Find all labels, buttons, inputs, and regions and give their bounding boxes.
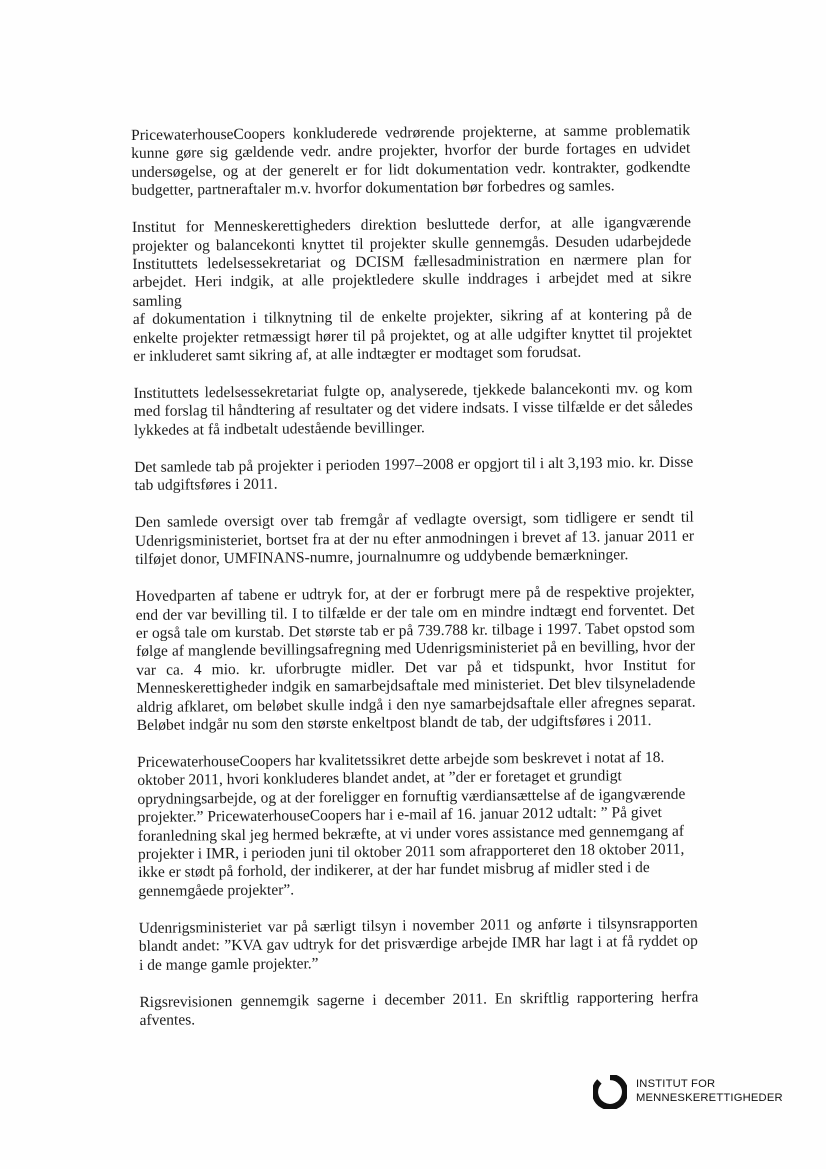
- paragraph-line: Det samlede tab på projekter i perioden 1997–2008 er opgjort til i alt 3,193 mio. kr. Disse: [134, 453, 694, 476]
- paragraph-line: projekter i IMR, i perioden juni til oktober 2011 som afrapporteret den 18 oktober 2011,: [137, 840, 685, 863]
- paragraph-line: gennemgåede projekter”.: [138, 881, 295, 900]
- paragraph-line: Instituttets ledelsessekretariat og DCISM fællesadministration en nærmere plan for: [132, 250, 692, 274]
- logo-wordmark: [636, 1078, 783, 1105]
- body-paragraph: [134, 453, 693, 495]
- logo-line-1: INSTITUT FOR: [636, 1078, 716, 1090]
- paragraph-line: arbejdet. Heri indgik, at alle projektledere skulle inddrages i arbejdet med at sikre samling: [132, 269, 692, 310]
- paragraph-line: afventes.: [139, 1011, 196, 1029]
- paragraph-line: budgetter, partneraftaler m.v. hvorfor dokumentation bør forbedres og samles.: [131, 177, 615, 200]
- institute-logo: [593, 1075, 793, 1115]
- paragraph-line: tab udgiftsføres i 2011.: [134, 475, 278, 495]
- paragraph-line: Instituttets ledelsessekretariat fulgte op, analyserede, tjekkede balancekonti mv. og kom: [133, 379, 693, 403]
- paragraph-line: foranledning skal jeg hermed bekræfte, at vi under vores assistance med gennemgang af: [137, 822, 685, 845]
- paragraph-line: Institut for Menneskerettigheders direktion besluttede derfor, at alle igangværende: [131, 213, 692, 237]
- body-paragraph: [139, 914, 699, 975]
- paragraph-line: er inkluderet samt sikring af, at alle indtægter er modtaget som forudsat.: [133, 343, 582, 366]
- paragraph-line: blandt andet: ”KVA gav udtryk for det prisværdige arbejde IMR har lagt i at få ryddet op: [138, 932, 698, 956]
- body-paragraph: [133, 380, 693, 441]
- paragraph-line: Rigsrevisionen gennemgik sagerne i december 2011. En skriftlig rapportering herfra: [139, 988, 699, 1011]
- paragraph-line: af dokumentation i tilknytning til de enkelte projekter, sikring af at kontering på de: [132, 305, 692, 329]
- paragraph-line: Beløbet indgår nu som den største enkeltpost blandt de tab, der udgiftsføres i 2011.: [136, 711, 652, 734]
- paragraph-line: undersøgelse, og at der generelt er for lidt dokumentation vedr. kontrakter, godkendte: [131, 158, 691, 181]
- body-paragraph: [135, 509, 695, 570]
- paragraph-line: tilføjet donor, UMFINANS-numre, journalnumre og uddybende bemærkninger.: [135, 546, 629, 569]
- paragraph-line: projekter og balancekonti knyttet til projekter skulle gennemgås. Desuden udarbejdede: [132, 232, 692, 255]
- body-paragraph: [135, 583, 695, 736]
- body-paragraph: [139, 988, 698, 1030]
- paragraph-line: Udenrigsministeriet, bortset fra at der nu efter anmodningen i brevet af 13. januar 2011 er: [134, 527, 695, 550]
- logo-line-2: MENNESKERETTIGHEDER: [636, 1091, 783, 1104]
- paragraph-line: i de mange gamle projekter.”: [138, 954, 319, 974]
- paragraph-line: enkelte projekter retmæssigt hører til på projektet, og at alle udgifter knyttet til projektet: [132, 324, 693, 347]
- paragraph-line: end der var bevilling til. I to tilfælde er der tale om en mindre indtægt end forventet. Det: [135, 601, 695, 624]
- paragraph-line: oktober 2011, hvori konkluderes blandet andet, at ”der er foretaget et grundigt: [137, 767, 622, 790]
- paragraph-line: kunne gøre sig gældende vedr. andre projekter, hvorfor der burde fortages en udvidet: [131, 140, 691, 163]
- paragraph-line: lykkedes at få indbetalt udestående bevillinger.: [133, 419, 425, 439]
- letter-body: [131, 122, 699, 1049]
- paragraph-line: PricewaterhouseCoopers har kvalitetssikret dette arbejde som beskrevet i notat af 18.: [137, 748, 665, 771]
- body-paragraph: [131, 122, 691, 201]
- paragraph-line: aldrig afklaret, om beløbet skulle indgå i den nye samarbejdsaftale eller afregnes separat.: [136, 693, 696, 716]
- paragraph-line: er også tale om kurstab. Det største tab er på 739.788 kr. tilbage i 1997. Tabet opstod som: [135, 619, 695, 642]
- paragraph-line: var ca. 4 mio. kr. uforbrugte midler. Det var på et tidspunkt, hvor Institut for: [136, 656, 696, 679]
- institute-ring-icon: [593, 1075, 627, 1109]
- paragraph-line: Menneskerettigheder indgik en samarbejdsaftale med ministeriet. Det blev tilsyneladende: [136, 674, 696, 698]
- paragraph-line: projekter.” PricewaterhouseCoopers har i e-mail af 16. januar 2012 udtalt: ” På givet: [137, 804, 662, 827]
- paragraph-line: følge af manglende bevillingsafregning med Udenrigsministeriet på en bevilling, hvor der: [135, 637, 696, 661]
- paragraph-line: Udenrigsministeriet var på særligt tilsyn i november 2011 og anførte i tilsynsrapporten: [138, 914, 698, 937]
- paragraph-line: Den samlede oversigt over tab fremgår af vedlagte oversigt, som tidligere er sendt til: [134, 508, 694, 532]
- paragraph-line: oprydningsarbejde, og at der foreligger en fornuftig værdiansættelse af de igangværende: [137, 785, 686, 808]
- paragraph-line: PricewaterhouseCoopers konkluderede vedrørende projekterne, at samme problematik: [131, 121, 691, 144]
- body-paragraph: [132, 214, 692, 367]
- paragraph-line: ikke er stødt på forhold, der indikerer, at der har fundet misbrug af midler sted i de: [138, 859, 650, 882]
- body-paragraph: [137, 749, 697, 902]
- paragraph-line: med forslag til håndtering af resultater og det videre indsats. I visse tilfælde er det således: [133, 398, 693, 421]
- paragraph-line: Hovedparten af tabene er udtryk for, at der er forbrugt mere på de respektive projekter,: [135, 582, 695, 606]
